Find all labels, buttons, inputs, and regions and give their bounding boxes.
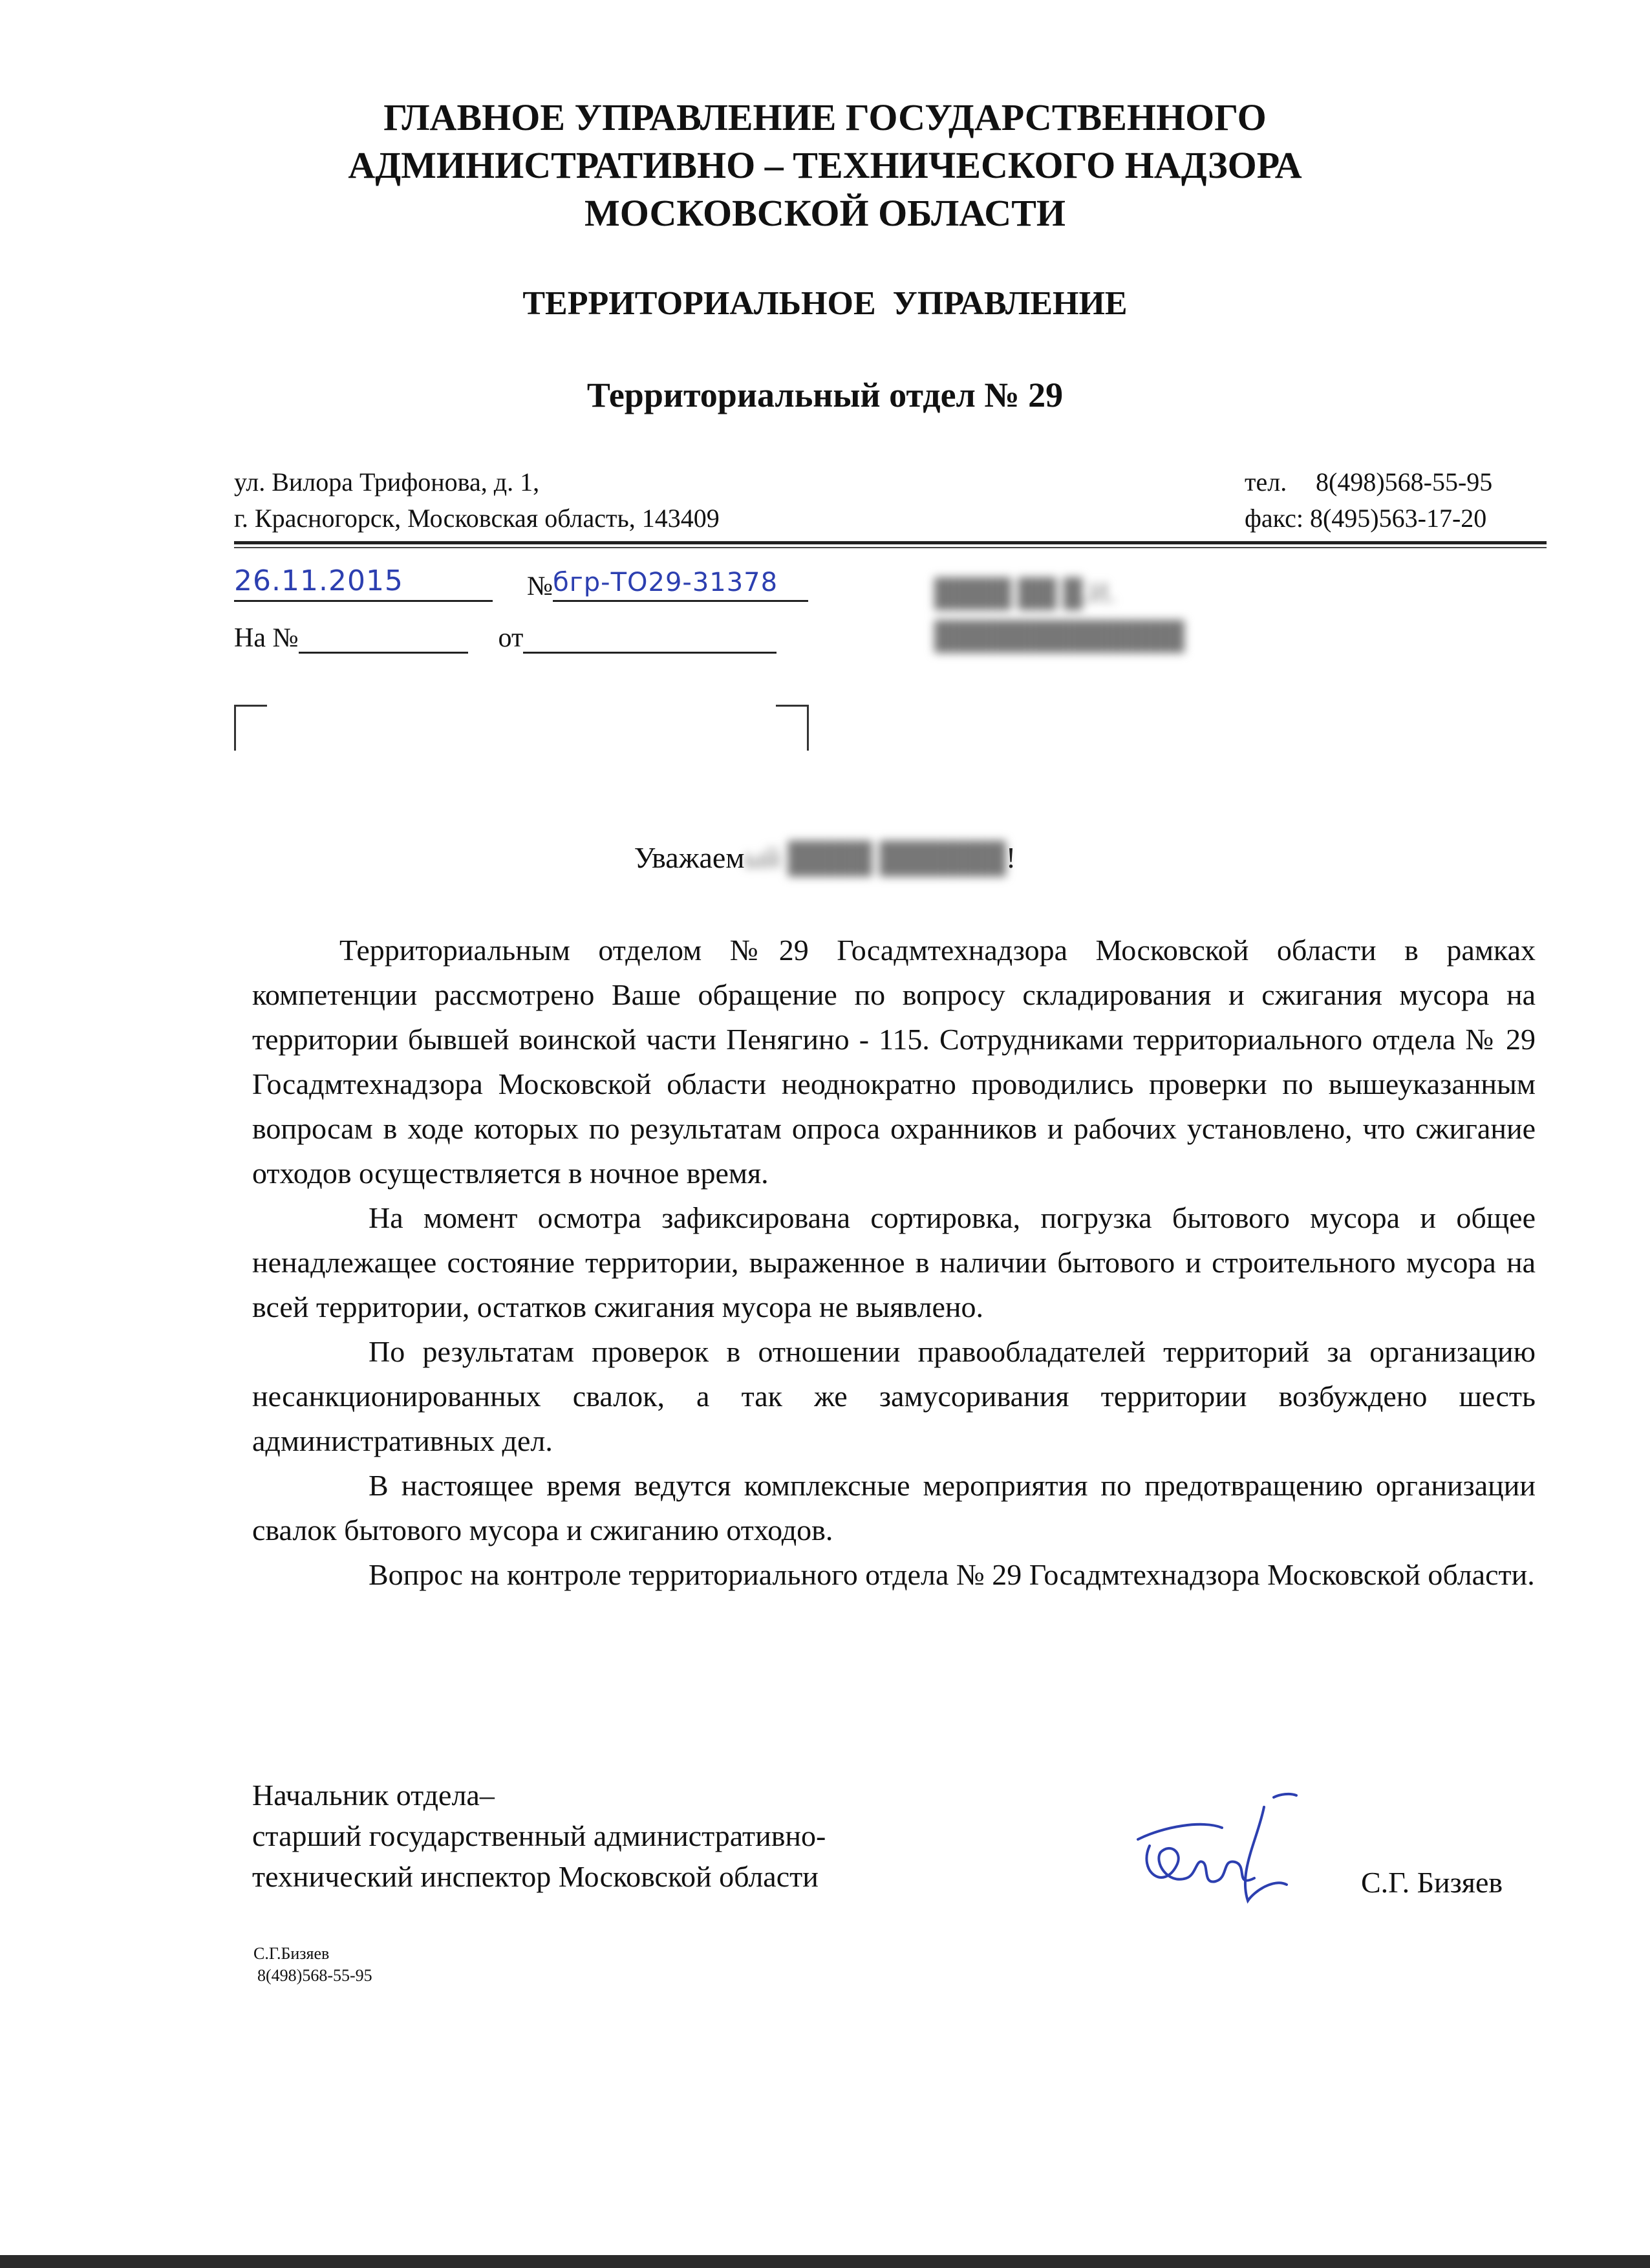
organization-title (0, 94, 1650, 237)
signer-name: С.Г. Бизяев (1361, 1866, 1503, 1899)
salutation-visible: Уважаем (634, 841, 745, 874)
letter-body (252, 928, 1536, 1597)
salutation-end: ! (1005, 841, 1016, 874)
header-rule (234, 541, 1547, 544)
incoming-reference (234, 621, 777, 654)
address-block (234, 464, 720, 537)
fax-label: факс: (1245, 504, 1303, 533)
territorial-title: ТЕРРИТОРИАЛЬНОЕ УПРАВЛЕНИЕ (522, 285, 1128, 322)
signature-title (252, 1775, 826, 1897)
scan-bottom-edge (0, 2255, 1650, 2268)
body-paragraph-2: На момент осмотра зафиксирована сортировка, погрузка бытового мусора и общее ненадлежащее состояние территории, выраженное в наличии бытового и строительного мусора на всей территории, остатков сжигания мусора не выявлено. (252, 1201, 1536, 1323)
handwritten-number: бгр-ТО29-31378 (553, 568, 778, 597)
address-window-corner-left (234, 705, 267, 751)
body-paragraph-4: В настоящее время ведутся комплексные мероприятия по предотвращению организации свалок бытового мусора и сжиганию отходов. (252, 1469, 1536, 1546)
on-no-label: На № (234, 623, 299, 653)
body-paragraph-3: По результатам проверок в отношении правообладателей территорий за организацию несанкционированных свалок, а так же замусоривания территории возбуждено шесть административных дел. (252, 1335, 1536, 1457)
header-rule-thin (234, 547, 1547, 548)
org-line-1: ГЛАВНОЕ УПРАВЛЕНИЕ ГОСУДАРСТВЕННОГО (383, 96, 1267, 138)
number-field (553, 569, 808, 602)
recipient-line-1: ████ ██ █.И. (934, 579, 1116, 608)
contacts-block (1245, 464, 1492, 537)
handwritten-date: 26.11.2015 (234, 564, 403, 597)
org-line-2: АДМИНИСТРАТИВНО – ТЕХНИЧЕСКОГО НАДЗОРА (348, 144, 1302, 186)
recipient-redacted (934, 572, 1184, 658)
address-line-1: ул. Вилора Трифонова, д. 1, (234, 467, 540, 497)
number-label: № (527, 572, 553, 601)
from-field (523, 621, 777, 654)
address-line-2: г. Красногорск, Московская область, 143409 (234, 504, 720, 533)
address-window-corner-right (776, 705, 809, 751)
signature-title-line-3: технический инспектор Московской области (252, 1860, 819, 1893)
executor-block (253, 1943, 372, 1987)
salutation-redacted: ый ████ ██████ (744, 841, 1006, 874)
on-no-field (299, 621, 468, 654)
salutation (0, 840, 1650, 875)
executor-phone: 8(498)568-55-95 (257, 1966, 372, 1985)
department-title: Территориальный отдел № 29 (586, 376, 1064, 414)
from-label: от (498, 623, 524, 653)
body-paragraph-1: Территориальным отделом №29 Госадмтехнадзора Московской области в рамках компетенции рассмотрено Ваше обращение по вопросу складирования и сжигания мусора на территории бывшей воинской части Пенягино - 115. Сотрудниками территориального отдела № 29 Госадмтехнадзора Московской области неоднократно проводились проверки по вышеуказанным вопросам в ходе которых по результатам опроса охранников и рабочих установлено, что сжигание отходов осуществляется в ночное время. (252, 934, 1536, 1190)
tel-label: тел. (1245, 467, 1287, 497)
fax-value: 8(495)563-17-20 (1309, 504, 1487, 533)
executor-name: С.Г.Бизяев (253, 1944, 330, 1963)
date-field (234, 564, 493, 602)
handwritten-signature (1125, 1781, 1319, 1910)
body-paragraph-5: Вопрос на контроле территориального отдела № 29 Госадмтехнадзора Московской области. (369, 1558, 1535, 1591)
outgoing-reference (234, 564, 808, 602)
signature-title-line-2: старший государственный административно- (252, 1819, 826, 1852)
org-line-3: МОСКОВСКОЙ ОБЛАСТИ (584, 192, 1066, 234)
recipient-line-2: █████████████ (934, 621, 1184, 651)
tel-value: 8(498)568-55-95 (1316, 467, 1493, 497)
signature-title-line-1: Начальник отдела– (252, 1779, 495, 1812)
